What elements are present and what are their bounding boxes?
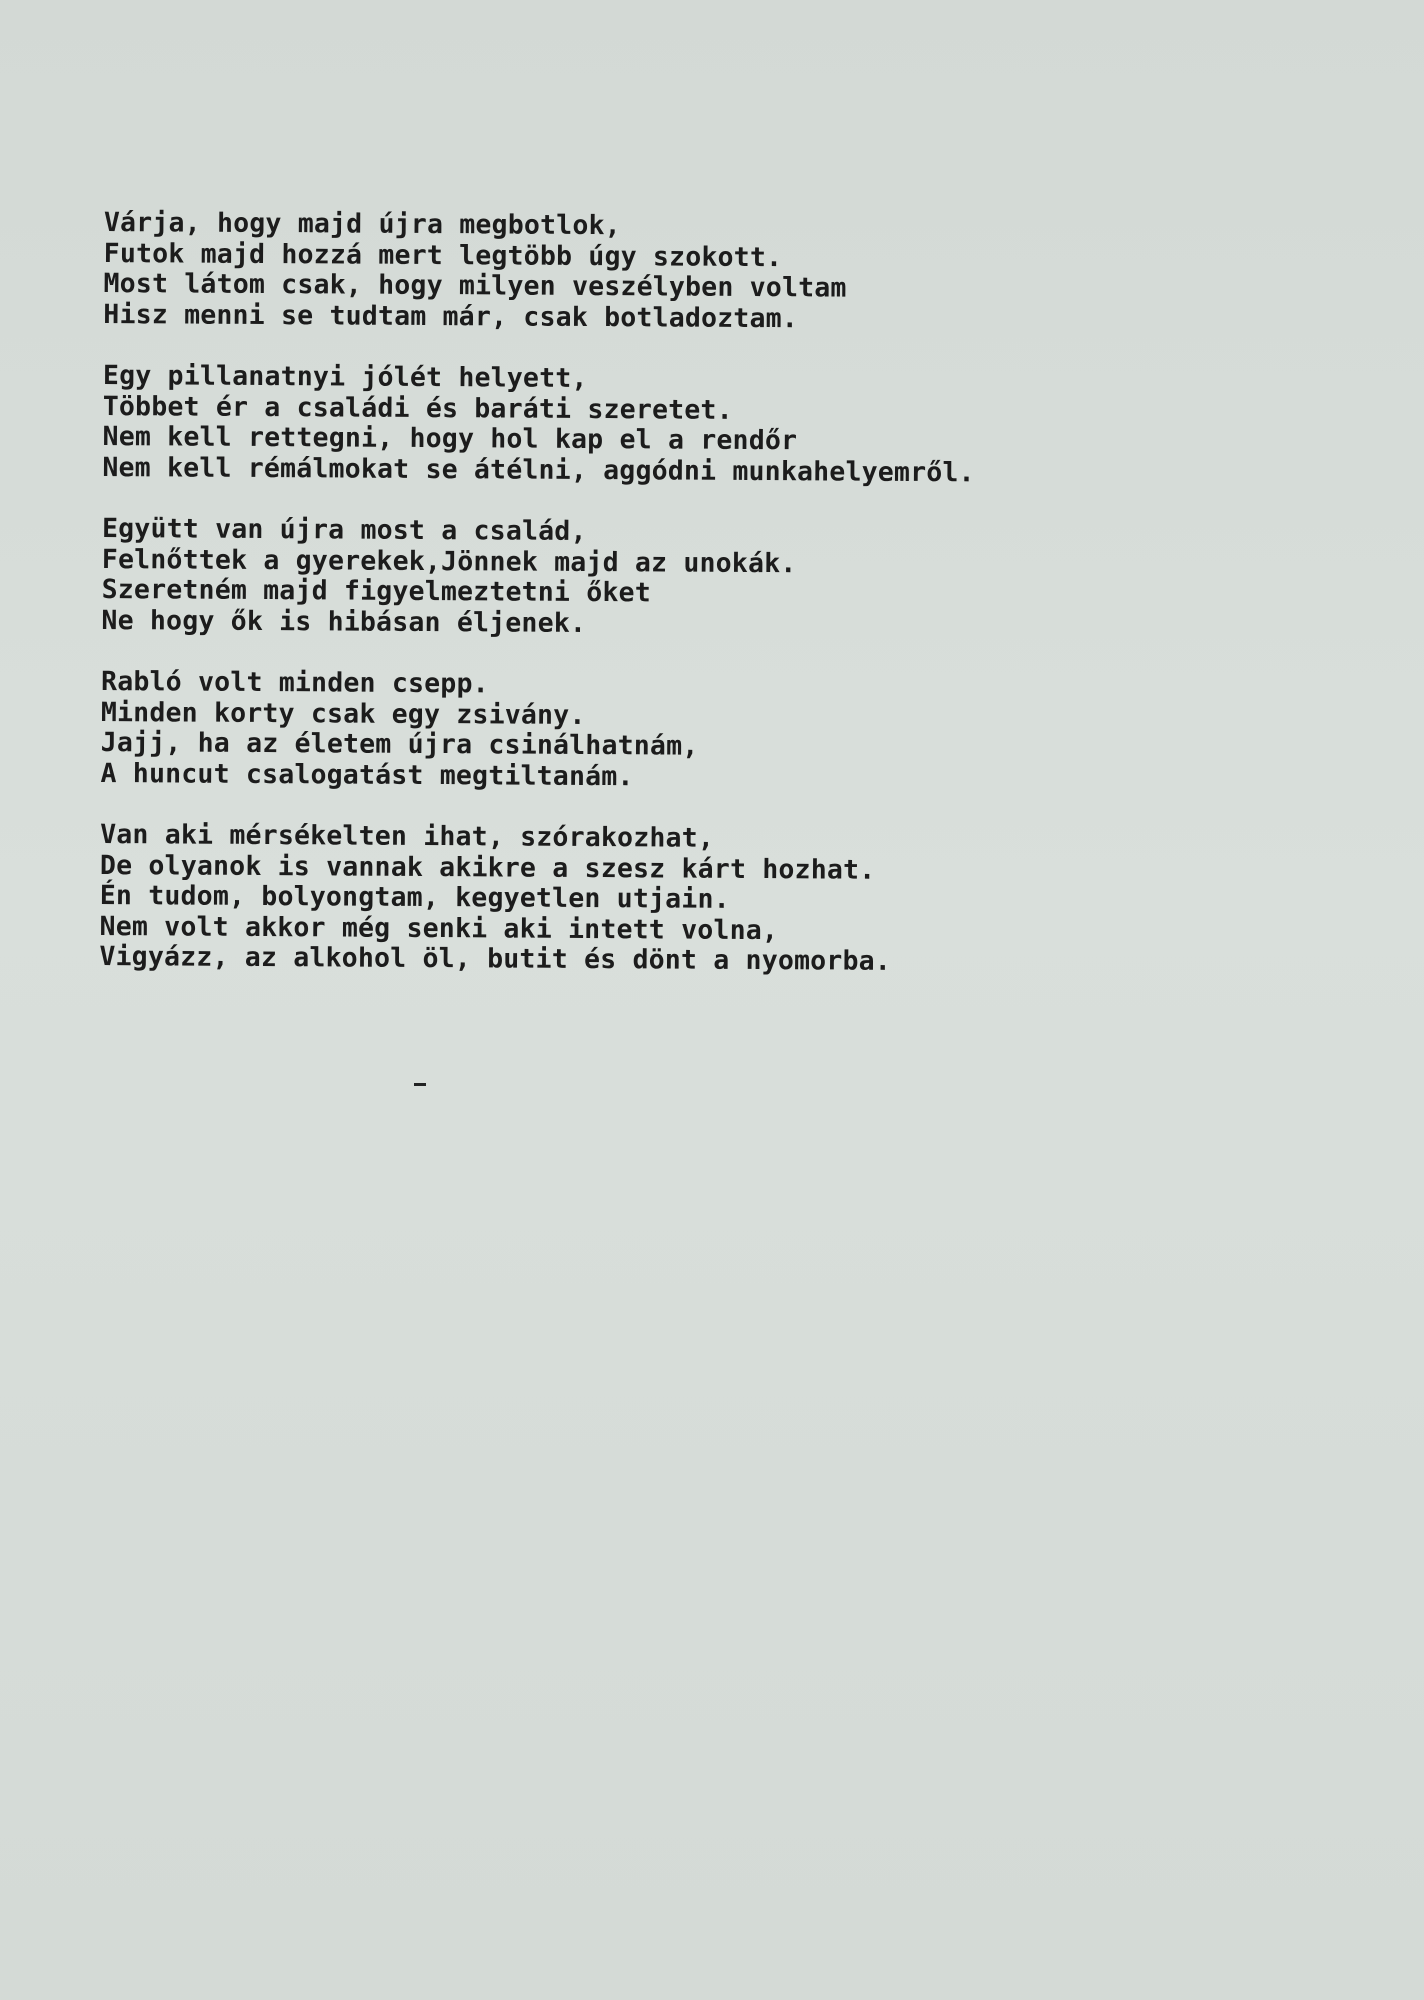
poem-line: Most látom csak, hogy milyen veszélyben voltam	[103, 267, 847, 304]
poem-line: Minden korty csak egy zsivány.	[100, 696, 586, 731]
poem-line: Hisz menni se tudtam már, csak botladoztam.	[103, 298, 799, 334]
poem-line: Szeretném majd figyelmeztetni őket	[101, 573, 652, 609]
stanza-3	[101, 514, 1362, 644]
poem-text	[99, 208, 1364, 1011]
poem-line: Rabló volt minden csepp.	[101, 665, 489, 700]
stanza-4	[100, 667, 1361, 797]
stanza-5	[99, 820, 1360, 980]
poem-line: Nem kell rettegni, hogy hol kap el a rendőr	[102, 420, 798, 457]
stanza-2	[102, 361, 1363, 491]
poem-line: Van aki mérsékelten ihat, szórakozhat,	[100, 818, 715, 854]
poem-line: Én tudom, bolyongtam, kegyetlen utjain.	[99, 879, 730, 915]
poem-line: Futok majd hozzá mert legtöbb úgy szokott.	[103, 237, 783, 273]
poem-line: Jajj, ha az életem újra csinálhatnám,	[100, 726, 699, 762]
poem-line: Egy pillanatnyi jólét helyett,	[102, 359, 588, 394]
poem-line: Többet ér a családi és baráti szeretet.	[102, 390, 733, 426]
poem-line: Várja, hogy majd újra megbotlok,	[103, 207, 621, 242]
poem-line: Vigyázz, az alkohol öl, butit és dönt a nyomorba.	[99, 940, 892, 977]
poem-line: Együtt van újra most a család,	[101, 512, 587, 547]
poem-line: Nem volt akkor még senki aki intett volna,	[99, 910, 779, 946]
poem-line: A huncut csalogatást megtiltanám.	[100, 757, 634, 792]
poem-line: Felnőttek a gyerekek,Jönnek majd az unokák.	[101, 543, 797, 579]
stanza-1	[103, 208, 1364, 338]
poem-line: Ne hogy ők is hibásan éljenek.	[101, 604, 587, 639]
ink-dash-mark	[414, 1083, 426, 1086]
poem-line: Nem kell rémálmokat se átélni, aggódni munkahelyemről.	[102, 451, 975, 488]
poem-line: De olyanok is vannak akikre a szesz kárt hozhat.	[99, 849, 876, 886]
